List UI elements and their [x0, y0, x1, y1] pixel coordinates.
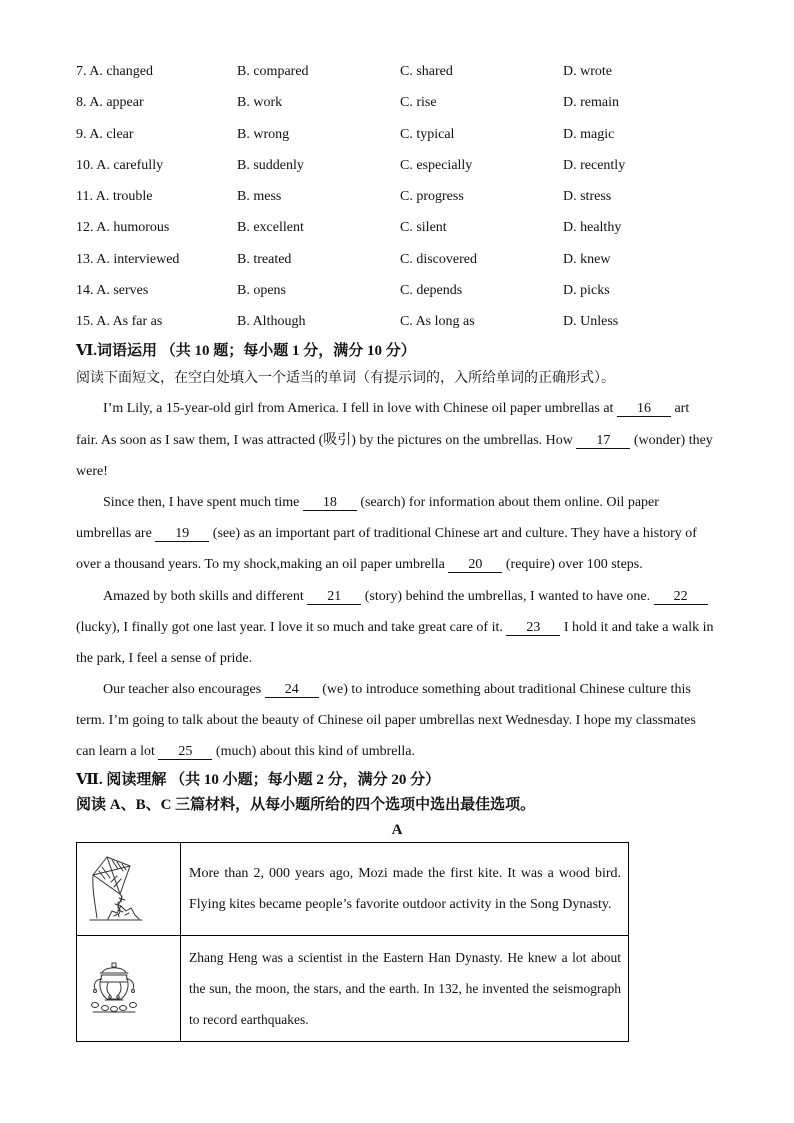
passage-text: (see) as an important part of traditional Chinese art and culture. They have a history of [209, 526, 697, 542]
option-b: B. treated [237, 251, 292, 267]
blank-24: 24 [265, 682, 319, 698]
passage-line [76, 674, 736, 705]
blank-25: 25 [158, 744, 212, 760]
option-a: 13. A. interviewed [76, 251, 180, 267]
passage-line [76, 487, 736, 518]
option-c: C. silent [400, 220, 447, 236]
blank-18: 18 [303, 495, 357, 511]
option-a: 7. A. changed [76, 64, 153, 79]
passage-text: Since then, I have spent much time [103, 494, 303, 510]
section-7-heading: Ⅶ. 阅读理解 （共 10 小题；每小题 2 分，满分 20 分） [76, 772, 441, 788]
table-text-line: More than 2, 000 years ago, Mozi made the first kite. It was a wood bird. [189, 866, 621, 881]
option-c: C. shared [400, 64, 453, 79]
passage-text: over a thousand years. To my shock,making an oil paper umbrella [76, 557, 449, 573]
passage-line [76, 705, 736, 736]
option-c: C. rise [400, 95, 437, 111]
option-a: 15. A. As far as [76, 314, 163, 329]
kite-body [93, 857, 130, 894]
option-row [76, 181, 726, 212]
option-d: D. remain [563, 95, 619, 111]
option-b: B. excellent [237, 220, 304, 236]
ground-rocks [90, 906, 142, 920]
option-row [76, 119, 726, 150]
passage-line [76, 581, 736, 612]
passage-text: (wonder) they [630, 432, 713, 448]
seismograph-lid [100, 963, 128, 975]
passage-line [76, 456, 736, 487]
blank-19: 19 [155, 526, 209, 542]
passage-line [76, 612, 736, 643]
section-6-instruction: 阅读下面短文，在空白处填入一个适当的单词（有提示词的，入所给单词的正确形式）。 [76, 371, 615, 386]
passage-text: term. I’m going to talk about the beauty of Chinese oil paper umbrellas next Wednesday. I hope my classmates [76, 713, 696, 729]
option-c: C. depends [400, 282, 463, 298]
option-a: 9. A. clear [76, 126, 134, 142]
option-d: D. picks [563, 282, 610, 298]
passage-text: were! [76, 463, 108, 479]
passage-text: (lucky), I finally got one last year. I love it so much and take great care of it. [76, 619, 507, 635]
blank-23: 23 [506, 620, 560, 636]
passage-text: umbrellas are [76, 526, 156, 542]
blank-22: 22 [654, 589, 708, 605]
blank-20: 20 [448, 557, 502, 573]
kite-string [93, 875, 97, 918]
option-b: B. Although [237, 314, 306, 329]
option-row [76, 244, 726, 275]
option-row [76, 212, 726, 243]
passage-text: I’m Lily, a 15-year-old girl from America. I fell in love with Chinese oil paper umbrellas at [103, 401, 617, 417]
option-row [76, 56, 726, 87]
passage-text: (search) for information about them online. Oil paper [356, 494, 659, 510]
option-a: 12. A. humorous [76, 220, 170, 236]
option-d: D. knew [563, 251, 611, 267]
passage-text: Amazed by both skills and different [103, 588, 308, 604]
option-a: 10. A. carefully [76, 157, 164, 173]
kite-tail [115, 894, 125, 917]
passage-text: fair. As soon as I saw them, I was attracted (吸引) by the pictures on the umbrellas. How [76, 432, 577, 448]
table-image-cell [77, 936, 181, 1041]
passage-text: can learn a lot [76, 744, 159, 760]
table-text-cell [181, 936, 628, 1041]
passage-line [76, 393, 736, 424]
option-d: D. stress [563, 189, 612, 204]
option-d: D. healthy [563, 220, 622, 236]
table-text-line: Flying kites became people’s favorite outdoor activity in the Song Dynasty. [189, 897, 612, 912]
option-c: C. typical [400, 126, 455, 142]
seismograph-illustration [90, 962, 138, 1014]
option-d: D. wrote [563, 64, 612, 79]
option-row [76, 306, 726, 337]
passage-line [76, 643, 736, 674]
option-a: 11. A. trouble [76, 189, 153, 204]
toad-figures [92, 1003, 137, 1013]
option-row [76, 150, 726, 181]
cloze-passage [76, 393, 736, 767]
option-a: 8. A. appear [76, 95, 144, 111]
option-c: C. discovered [400, 251, 477, 267]
blank-17: 17 [576, 433, 630, 449]
option-a: 14. A. serves [76, 282, 149, 298]
table-text-cell [181, 843, 628, 936]
passage-text: (require) over 100 steps. [502, 557, 643, 573]
passage-line [76, 425, 736, 456]
reading-part-label: A [391, 822, 403, 838]
option-row [76, 275, 726, 306]
passage-text: art [670, 401, 690, 417]
option-b: B. compared [237, 64, 309, 79]
passage-text: (much) about this kind of umbrella. [212, 744, 415, 760]
table-text-line: Zhang Heng was a scientist in the Eastern Han Dynasty. He knew a lot about [189, 950, 621, 965]
option-b: B. opens [237, 282, 286, 298]
passage-line [76, 736, 736, 767]
passage-text: (we) to introduce something about traditional Chinese culture this [318, 682, 691, 698]
table-text-line: to record earthquakes. [189, 1012, 309, 1027]
option-c: C. especially [400, 157, 473, 173]
passage-text: the park, I feel a sense of pride. [76, 650, 253, 666]
table-image-cell [77, 843, 181, 936]
passage-line [76, 518, 736, 549]
option-b: B. suddenly [237, 157, 304, 173]
table-text-line: the sun, the moon, the stars, and the earth. In 132, he invented the seismograph [189, 981, 621, 996]
option-c: C. As long as [400, 314, 475, 329]
passage-line [76, 549, 736, 580]
options-grid [76, 56, 726, 337]
option-b: B. wrong [237, 126, 290, 142]
option-b: B. work [237, 95, 283, 111]
section-7-instruction: 阅读 A、B、C 三篇材料，从每小题所给的四个选项中选出最佳选项。 [76, 797, 536, 813]
option-d: D. Unless [563, 314, 619, 329]
option-row [76, 87, 726, 118]
reading-a-table [76, 842, 629, 1042]
section-6-heading: Ⅵ.词语运用 （共 10 题；每小题 1 分，满分 10 分） [76, 343, 416, 359]
option-d: D. magic [563, 126, 615, 142]
option-c: C. progress [400, 189, 464, 204]
passage-text: (story) behind the umbrellas, I wanted to have one. [361, 588, 654, 604]
option-b: B. mess [237, 189, 282, 204]
kite-illustration [88, 854, 144, 924]
seismograph-body [100, 975, 128, 1000]
blank-21: 21 [307, 589, 361, 605]
blank-16: 16 [617, 401, 671, 417]
passage-text: Our teacher also encourages [103, 682, 265, 698]
option-d: D. recently [563, 157, 626, 173]
passage-text: I hold it and take a walk in [560, 619, 714, 635]
